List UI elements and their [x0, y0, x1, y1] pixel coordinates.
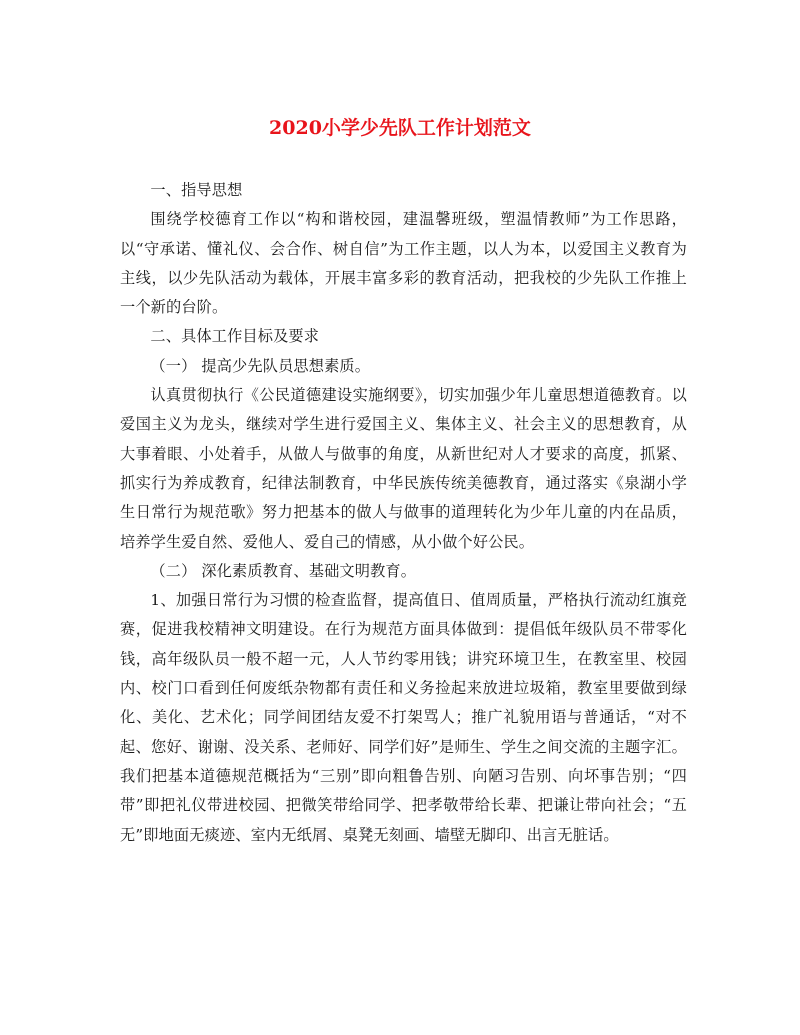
subsection-heading-2: （二） 深化素质教育、基础文明教育。 [150, 561, 417, 580]
subsection-heading-1: （一） 提高少先队员思想素质。 [150, 356, 371, 375]
document-body [120, 176, 687, 850]
document-title: 2020小学少先队工作计划范文 [269, 117, 531, 139]
section-heading-guiding-ideology: 一、指导思想 [150, 181, 243, 199]
paragraph-guiding-ideology: 围绕学校德育工作以“构和谐校园，建温馨班级，塑温情教师”为工作思路，以“守承诺、懂礼仪、会合作、树自信”为工作主题，以人为本，以爱国主义教育为主线，以少先队活动为载体，开展丰富多彩的教育活动，把我校的少先队工作推上一个新的台阶。 [120, 210, 687, 317]
paragraph-ideological-quality: 认真贯彻执行《公民道德建设实施纲要》，切实加强少年儿童思想道德教育。以爱国主义为龙头，继续对学生进行爱国主义、集体主义、社会主义的思想教育，从大事着眼、小处着手，从做人与做事的角度，从新世纪对人才要求的高度，抓紧、抓实行为养成教育，纪律法制教育，中华民族传统美德教育，通过落实《泉湖小学生日常行为规范歌》努力把基本的做人与做事的道理转化为少年儿童的内在品质，培养学生爱自然、爱他人、爱自己的情感，从小做个好公民。 [120, 386, 687, 551]
paragraph-daily-behavior: 1、加强日常行为习惯的检查监督，提高值日、值周质量，严格执行流动红旗竞赛，促进我校精神文明建设。在行为规范方面具体做到：提倡低年级队员不带零化钱，高年级队员一般不超一元，人人节约零用钱；讲究环境卫生，在教室里、校园内、校门口看到任何废纸杂物都有责任和义务捡起来放进垃圾箱，教室里要做到绿化、美化、艺术化；同学间团结友爱不打架骂人；推广礼貌用语与普通话，“对不起、您好、谢谢、没关系、老师好、同学们好”是师生、学生之间交流的主题字汇。我们把基本道德规范概括为“三别”即向粗鲁告别、向陋习告别、向坏事告别；“四带”即把礼仪带进校园、把微笑带给同学、把孝敬带给长辈、把谦让带向社会；“五无”即地面无痰迹、室内无纸屑、桌凳无刻画、墙壁无脚印、出言无脏话。 [120, 591, 687, 844]
section-heading-goals: 二、具体工作目标及要求 [150, 327, 320, 346]
